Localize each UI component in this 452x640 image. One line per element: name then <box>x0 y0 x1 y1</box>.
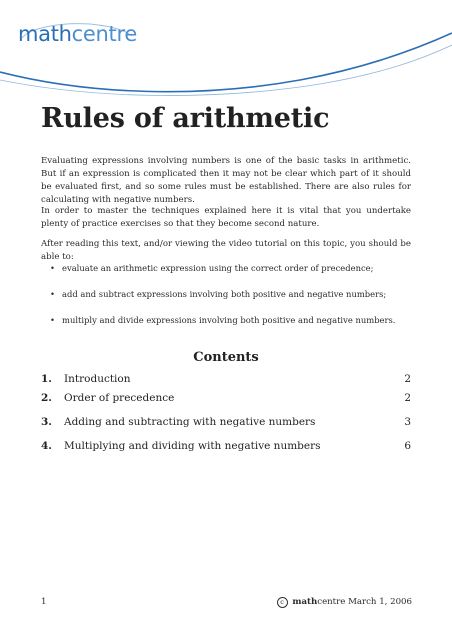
toc-item[interactable] <box>41 440 411 459</box>
toc-title: Adding and subtracting with negative numbers <box>64 416 316 428</box>
footer-date: March 1, 2006 <box>348 597 412 607</box>
toc-page: 2 <box>404 392 411 404</box>
objective-text: multiply and divide expressions involving both positive and negative numbers. <box>62 315 396 325</box>
objective-text: add and subtract expressions involving both positive and negative numbers; <box>62 289 387 299</box>
toc-page: 2 <box>404 373 411 385</box>
toc-page: 3 <box>404 416 411 428</box>
bullet-icon: • <box>50 289 55 299</box>
page-number: 1 <box>41 597 47 607</box>
intro-paragraph: Evaluating expressions involving numbers is one of the basic tasks in arithmetic. But if an expression is complicated then it may not be clear which part of it should be evaluated first, and so some rules must be established. There are also rules for calculating with negative numbers. <box>41 156 411 205</box>
objective-text: evaluate an arithmetic expression using the correct order of precedence; <box>62 263 374 273</box>
bullet-icon: • <box>50 315 55 325</box>
toc-title: Multiplying and dividing with negative numbers <box>64 440 321 452</box>
header <box>0 0 452 110</box>
toc-title: Order of precedence <box>64 392 175 404</box>
toc-item[interactable] <box>41 392 411 411</box>
header-swoosh <box>0 0 452 110</box>
objective-item <box>50 262 410 275</box>
footer-copyright <box>277 597 412 608</box>
toc-item[interactable] <box>41 416 411 435</box>
toc-number: 3. <box>41 416 52 428</box>
contents-heading: Contents <box>193 350 259 365</box>
objective-item <box>50 288 410 301</box>
footer-brand-bold: math <box>292 597 318 607</box>
objectives-intro: After reading this text, and/or viewing the video tutorial on this topic, you should be able to: <box>41 239 411 262</box>
practice-paragraph: In order to master the techniques explained here it is vital that you undertake plenty of practice exercises so that they become second nature. <box>41 206 411 229</box>
logo-part1: math <box>18 22 72 46</box>
footer-brand-rest: centre <box>317 597 346 607</box>
mathcentre-logo <box>18 22 137 46</box>
toc-number: 2. <box>41 392 52 404</box>
toc-page: 6 <box>404 440 411 452</box>
toc-number: 4. <box>41 440 52 452</box>
toc-title: Introduction <box>64 373 131 385</box>
logo-part2: centre <box>71 22 137 46</box>
objectives-list <box>50 262 410 340</box>
objective-item <box>50 314 410 327</box>
page-title: Rules of arithmetic <box>41 103 330 134</box>
copyright-icon: c <box>277 597 288 608</box>
toc-item[interactable] <box>41 373 411 392</box>
toc-number: 1. <box>41 373 52 385</box>
bullet-icon: • <box>50 263 55 273</box>
table-of-contents <box>41 373 411 459</box>
